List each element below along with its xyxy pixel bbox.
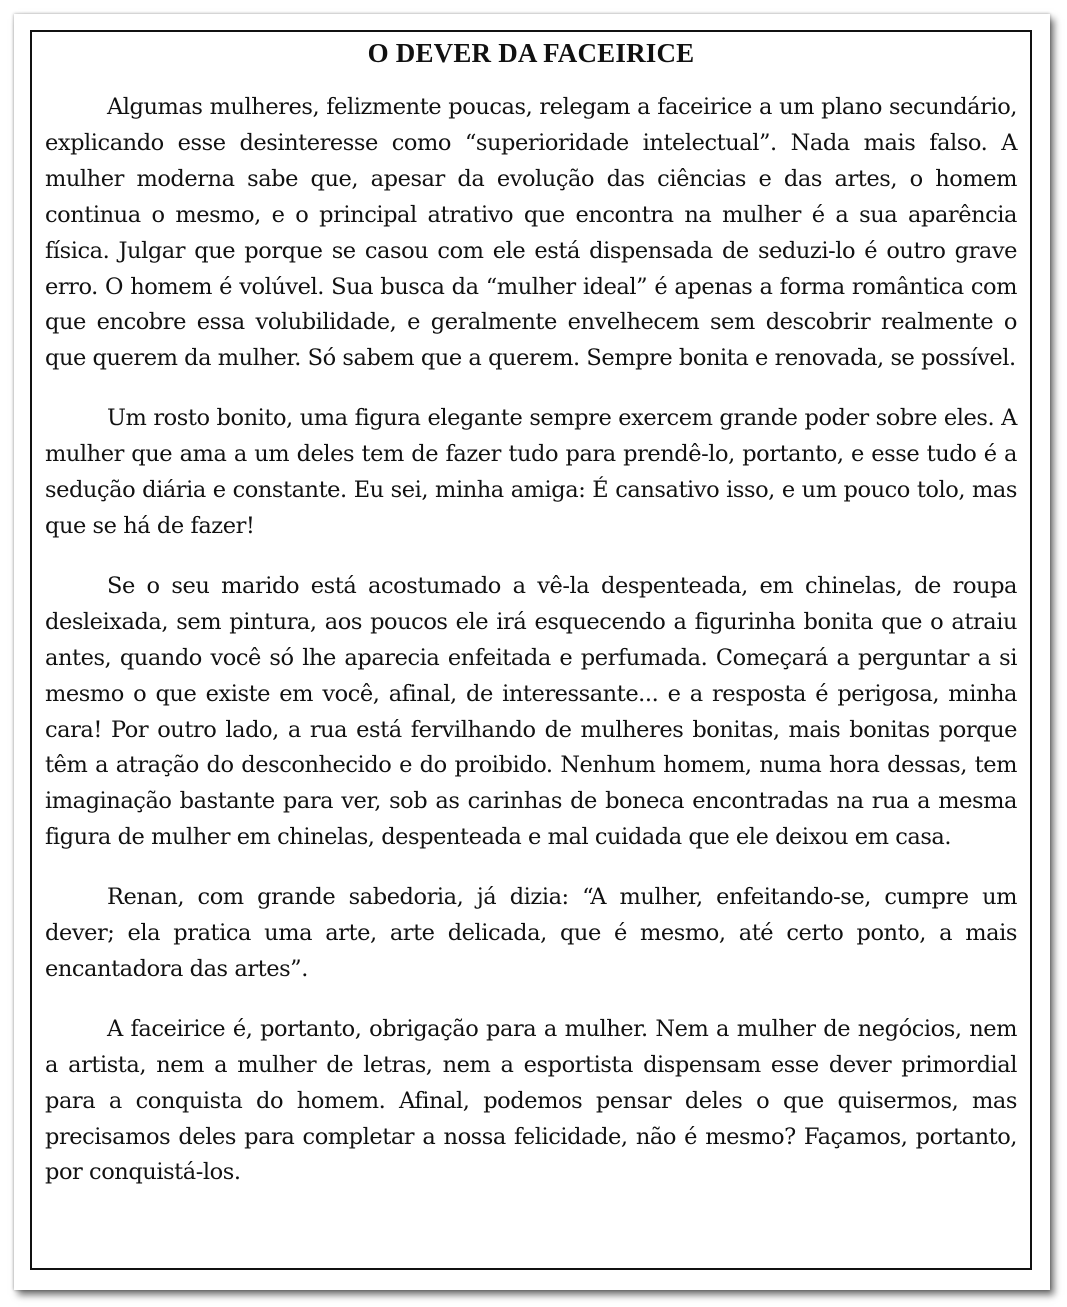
text-box xyxy=(30,30,1032,1270)
paragraph-2: Um rosto bonito, uma figura elegante sempre exercem grande poder sobre eles. A mulher que ama a um deles tem de fazer tudo para prendê-lo, portanto, e esse tudo é a sedução diária e constante. Eu sei, minha amiga: É cansativo isso, e um pouco tolo, mas que se há de fazer! xyxy=(45,405,1017,539)
paragraph-1: Algumas mulheres, felizmente poucas, relegam a faceirice a um plano secundário, explicando esse desinteresse como “superioridade intelectual”. Nada mais falso. A mulher moderna sabe que, apesar da evolução das ciências e das artes, o homem continua o mesmo, e o principal atrativo que encontra na mulher é a sua aparência física. Julgar que porque se casou com ele está dispensada de seduzi-lo é outro grave erro. O homem é volúvel. Sua busca da “mulher ideal” é apenas a forma romântica com que encobre essa volubilidade, e geralmente envelhecem sem descobrir realmente o que querem da mulher. Só sabem que a querem. Sempre bonita e renovada, se possível. xyxy=(45,94,1017,372)
document-title: O DEVER DA FACEIRICE xyxy=(367,38,695,68)
paragraph-3: Se o seu marido está acostumado a vê-la despenteada, em chinelas, de roupa desleixada, sem pintura, aos poucos ele irá esquecendo a figurinha bonita que o atraiu antes, quando você só lhe aparecia enfeitada e perfumada. Começará a perguntar a si mesmo o que existe em você, afinal, de interessante... e a resposta é perigosa, minha cara! Por outro lado, a rua está fervilhando de mulheres bonitas, mais bonitas porque têm a atração do desconhecido e do proibido. Nenhum homem, numa hora dessas, tem imaginação bastante para ver, sob as carinhas de boneca encontradas na rua a mesma figura de mulher em chinelas, despenteada e mal cuidada que ele deixou em casa. xyxy=(45,572,1017,851)
paragraph-4: Renan, com grande sabedoria, já dizia: “A mulher, enfeitando-se, cumpre um dever; ela pratica uma arte, arte delicada, que é mesmo, até certo ponto, a mais encantadora das artes”. xyxy=(45,884,1017,982)
document-frame xyxy=(14,14,1050,1290)
paragraph-5: A faceirice é, portanto, obrigação para a mulher. Nem a mulher de negócios, nem a artista, nem a mulher de letras, nem a esportista dispensam esse dever primordial para a conquista do homem. Afinal, podemos pensar deles o que quisermos, mas precisamos deles para completar a nossa felicidade, não é mesmo? Façamos, portanto, por conquistá-los. xyxy=(45,1015,1017,1186)
